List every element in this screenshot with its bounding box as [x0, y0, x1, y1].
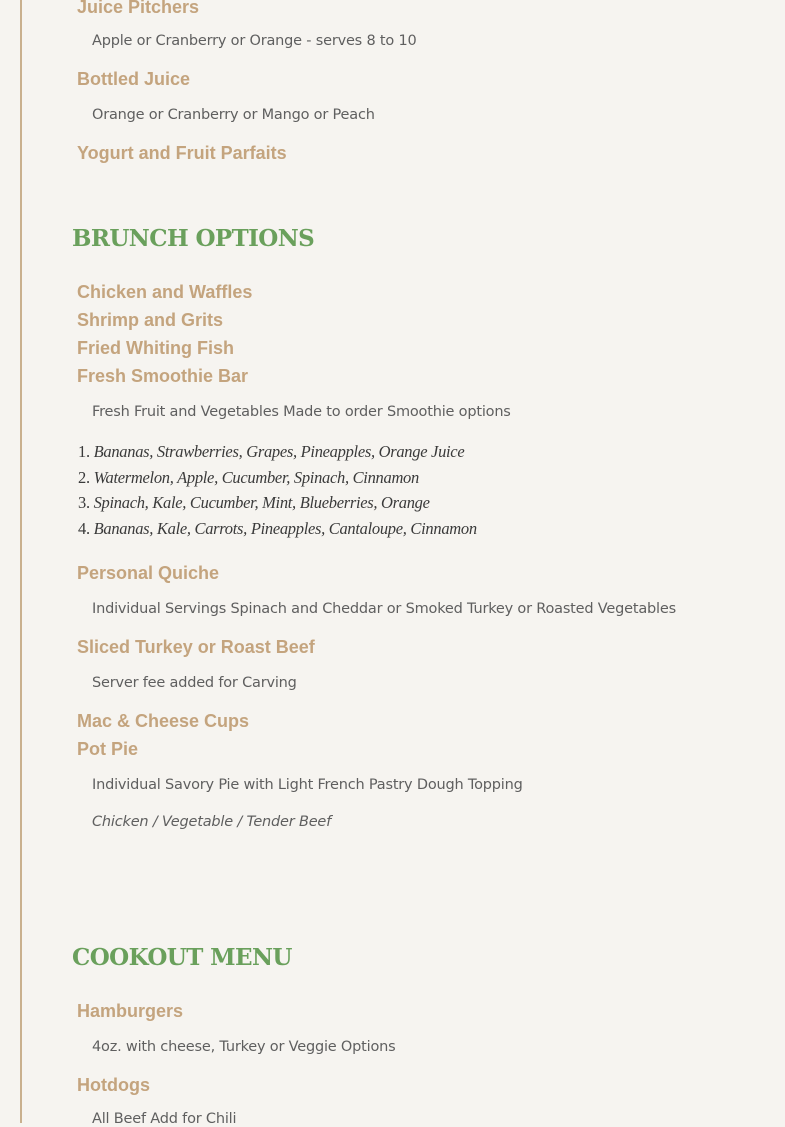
section-title-brunch: BRUNCH OPTIONS	[72, 225, 315, 252]
item-parfaits: Yogurt and Fruit Parfaits	[77, 143, 287, 163]
item-shrimp-grits: Shrimp and Grits	[77, 310, 224, 330]
item-bottled-juice: Bottled Juice	[77, 69, 191, 89]
item-juice-pitchers: Juice Pitchers	[77, 0, 200, 17]
item-personal-quiche-desc: Individual Servings Spinach and Cheddar or Smoked Turkey or Roasted Vegetables	[92, 601, 676, 617]
item-juice-pitchers-desc: Apple or Cranberry or Orange - serves 8 to 10	[92, 33, 417, 49]
item-smoothie-bar: Fresh Smoothie Bar	[77, 366, 249, 386]
item-turkey-roast-beef-desc: Server fee added for Carving	[92, 675, 297, 691]
list-item: 2. Watermelon, Apple, Cucumber, Spinach, Cinnamon	[78, 467, 419, 487]
item-personal-quiche: Personal Quiche	[77, 563, 220, 583]
item-chicken-waffles: Chicken and Waffles	[77, 282, 253, 302]
item-smoothie-bar-desc: Fresh Fruit and Vegetables Made to order Smoothie options	[92, 404, 511, 420]
item-pot-pie-options: Chicken / Vegetable / Tender Beef	[92, 814, 332, 830]
list-item: 1. Bananas, Strawberries, Grapes, Pineapples, Orange Juice	[78, 442, 465, 461]
item-bottled-juice-desc: Orange or Cranberry or Mango or Peach	[92, 107, 375, 123]
item-hotdogs: Hotdogs	[77, 1075, 150, 1095]
item-turkey-roast-beef: Sliced Turkey or Roast Beef	[77, 637, 315, 657]
item-hamburgers: Hamburgers	[77, 1001, 184, 1021]
left-border-rule	[20, 0, 22, 1123]
item-hamburgers-desc: 4oz. with cheese, Turkey or Veggie Options	[92, 1039, 396, 1055]
smoothie-list	[78, 442, 477, 545]
item-whiting-fish: Fried Whiting Fish	[77, 338, 234, 358]
list-item: 4. Bananas, Kale, Carrots, Pineapples, Cantaloupe, Cinnamon	[78, 519, 477, 539]
item-pot-pie: Pot Pie	[77, 739, 139, 759]
section-title-cookout: COOKOUT MENU	[72, 944, 292, 971]
item-mac-cheese: Mac & Cheese Cups	[77, 711, 250, 731]
item-pot-pie-desc: Individual Savory Pie with Light French Pastry Dough Topping	[92, 777, 523, 793]
item-hotdogs-desc: All Beef Add for Chili	[92, 1111, 237, 1127]
list-item: 3. Spinach, Kale, Cucumber, Mint, Blueberries, Orange	[78, 493, 430, 513]
